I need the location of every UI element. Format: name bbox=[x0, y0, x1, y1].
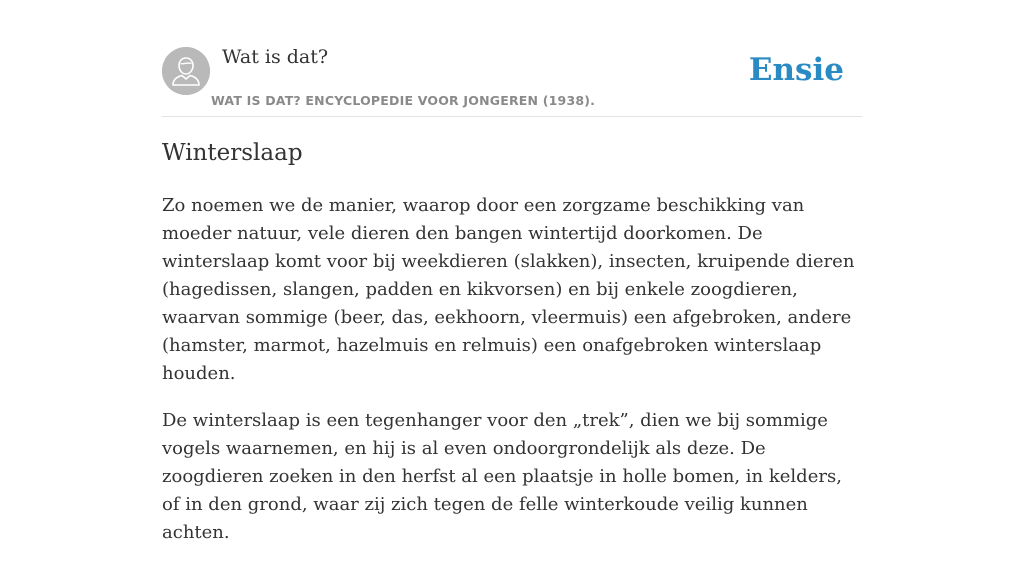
ensie-logo-link[interactable]: Ensie bbox=[748, 52, 844, 88]
user-avatar-icon[interactable] bbox=[162, 47, 210, 95]
article-body bbox=[162, 192, 862, 566]
article-paragraph: Zo noemen we de manier, waarop door een zorgzame beschikking van moeder natuur, vele dieren den bangen wintertijd doorkomen. De winterslaap komt voor bij weekdieren (slakken), insecten, kruipende dieren (hagedissen, slangen, padden en kikvorsen) en bij enkele zoogdieren, waarvan sommige (beer, das, eekhoorn, vleermuis) een afgebroken, andere (hamster, marmot, hazelmuis en relmuis) een onafgebroken winterslaap houden. bbox=[162, 195, 855, 384]
article-paragraph: De winterslaap is een tegenhanger voor den „trek”, dien we bij sommige vogels waarnemen, en hij is al even ondoorgrondelijk als deze. De zoogdieren zoeken in den herfst al een plaatsje in holle bomen, in kelders, of in den grond, waar zij zich tegen de felle winterkoude veilig kunnen achten. bbox=[162, 410, 842, 543]
source-subtitle: WAT IS DAT? ENCYCLOPEDIE VOOR JONGEREN (1938). bbox=[211, 93, 596, 108]
source-header bbox=[162, 46, 862, 117]
article-title: Winterslaap bbox=[162, 140, 303, 166]
source-title[interactable]: Wat is dat? bbox=[222, 46, 329, 68]
